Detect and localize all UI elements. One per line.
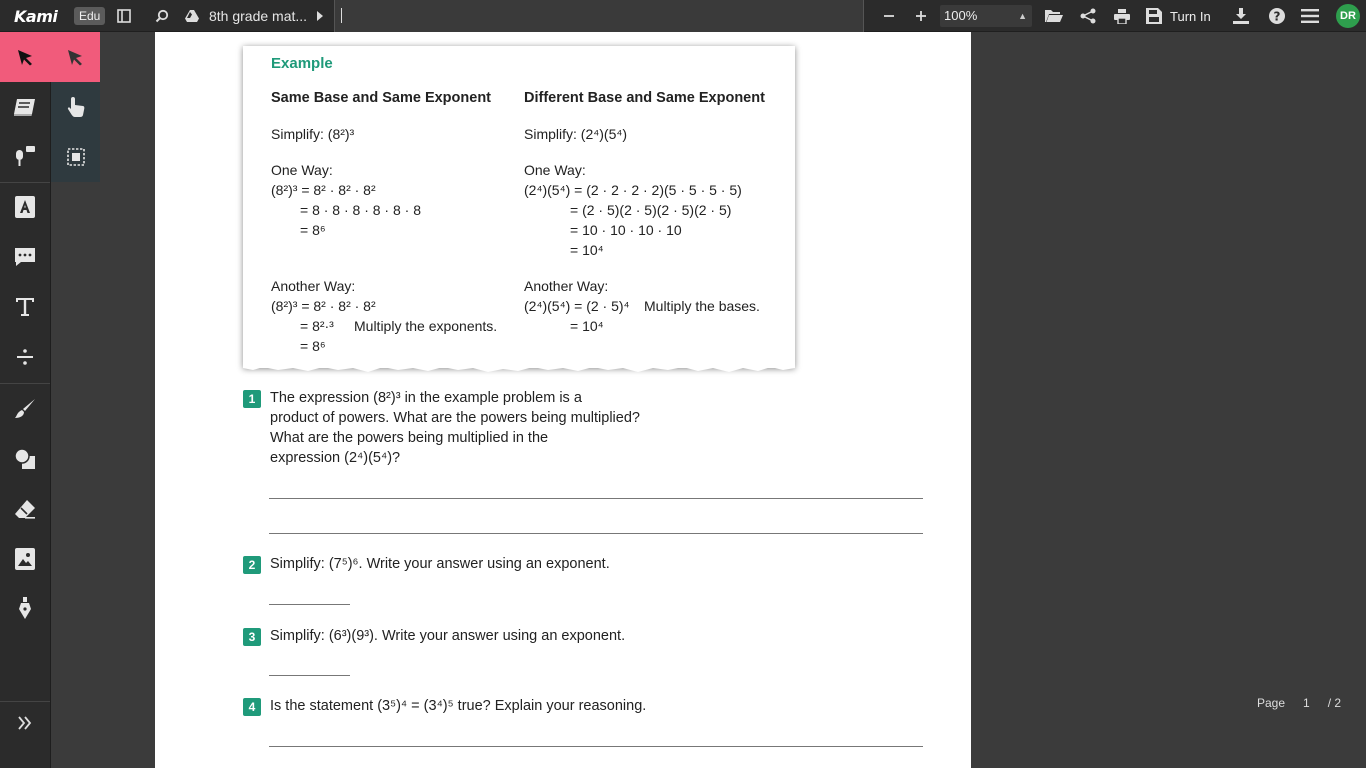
eraser-tool[interactable] (0, 489, 50, 529)
zoom-out-icon[interactable] (880, 0, 898, 32)
right-ow-line: (2⁴)(5⁴) = (2 · 2 · 2 · 2)(5 · 5 · 5 · 5) (524, 182, 742, 198)
save-icon (1146, 8, 1162, 24)
signature-tool[interactable] (0, 589, 50, 629)
page-indicator (1257, 696, 1341, 710)
top-toolbar (0, 0, 1366, 32)
cursor-arrow-icon (16, 48, 34, 66)
question-number: 4 (243, 698, 261, 716)
question-text: What are the powers being multiplied in the (270, 430, 549, 446)
text-icon (15, 297, 35, 317)
dictionary-tool[interactable] (0, 87, 50, 127)
book-icon (13, 97, 37, 117)
image-tool[interactable] (0, 539, 50, 579)
right-one-way-label: One Way: (524, 162, 586, 178)
chevron-right-icon[interactable] (314, 0, 326, 32)
question-text: Simplify: (7⁵)⁶. Write your answer using an exponent. (270, 556, 610, 572)
pen-nib-icon (18, 597, 32, 621)
question-text: product of powers. What are the powers being multiplied? (270, 410, 640, 426)
left-ow-line: = 8 · 8 · 8 · 8 · 8 · 8 (300, 202, 421, 218)
kami-logo: Kami (14, 6, 58, 26)
shapes-tool[interactable] (0, 439, 50, 479)
question-text: expression (2⁴)(5⁴)? (270, 450, 401, 466)
download-icon[interactable] (1231, 0, 1251, 32)
zoom-value: 100% (944, 8, 978, 23)
text-to-speech-tool[interactable] (0, 136, 50, 176)
right-aw-line: (2⁴)(5⁴) = (2 · 5)⁴ (524, 298, 630, 314)
right-ow-line: = 10 · 10 · 10 · 10 (570, 222, 682, 238)
answer-line[interactable] (269, 746, 923, 747)
right-heading: Different Base and Same Exponent (524, 90, 765, 106)
answer-line[interactable] (269, 533, 923, 534)
right-aw-note: Multiply the bases. (644, 298, 760, 314)
left-ow-line: = 8⁶ (300, 222, 326, 238)
equation-tool[interactable] (0, 337, 50, 377)
search-icon[interactable] (154, 0, 170, 32)
shapes-icon (14, 448, 36, 470)
left-ow-line: (8²)³ = 8² · 8² · 8² (271, 182, 376, 198)
left-heading: Same Base and Same Exponent (271, 90, 491, 106)
example-box (243, 46, 795, 368)
page-label: Page (1257, 696, 1286, 710)
select-tool[interactable] (0, 32, 50, 82)
pan-tool[interactable] (51, 87, 100, 127)
menu-icon[interactable] (1300, 0, 1320, 32)
document-page[interactable] (155, 32, 971, 768)
help-icon[interactable] (1267, 0, 1287, 32)
turn-in-label: Turn In (1170, 8, 1211, 24)
highlighter-icon (15, 196, 35, 218)
hand-pointer-icon (67, 96, 85, 118)
google-drive-icon (184, 0, 200, 32)
question-text: Simplify: (6³)(9³). Write your answer using an exponent. (270, 628, 626, 644)
area-select-tool[interactable] (51, 137, 100, 177)
select-tool-header (0, 32, 100, 82)
eraser-icon (14, 499, 36, 519)
markup-tool[interactable] (0, 187, 50, 227)
drawing-tool[interactable] (0, 389, 50, 429)
zoom-in-icon[interactable] (912, 0, 930, 32)
right-ow-line: = 10⁴ (570, 242, 604, 258)
question-number: 1 (243, 390, 261, 408)
turn-in-button[interactable] (1146, 0, 1211, 32)
left-one-way-label: One Way: (271, 162, 333, 178)
torn-edge (243, 364, 795, 374)
page-total: / 2 (1327, 696, 1342, 710)
expand-sidebar-button[interactable] (0, 703, 50, 743)
select-arrows-icon: ▲ (1018, 11, 1027, 21)
print-icon[interactable] (1112, 0, 1132, 32)
left-aw-line: = 8²·³ (300, 318, 334, 334)
question-number: 2 (243, 556, 261, 574)
left-aw-line: (8²)³ = 8² · 8² · 8² (271, 298, 376, 314)
microphone-icon (13, 145, 37, 167)
question-text: Is the statement (3⁵)⁴ = (3⁴)⁵ true? Explain your reasoning. (270, 698, 647, 714)
share-icon[interactable] (1078, 0, 1098, 32)
open-folder-icon[interactable] (1044, 0, 1064, 32)
left-simplify: Simplify: (8²)³ (271, 126, 355, 142)
image-icon (15, 548, 35, 570)
double-chevron-right-icon (18, 716, 32, 730)
left-aw-line: = 8⁶ (300, 338, 326, 354)
paintbrush-icon (14, 398, 36, 420)
tool-sidebar (0, 32, 51, 768)
page-current[interactable]: 1 (1303, 696, 1310, 710)
example-title: Example (271, 55, 333, 72)
text-tool[interactable] (0, 287, 50, 327)
area-select-icon (67, 148, 85, 166)
divide-icon (16, 349, 34, 365)
svg-text:?: ? (1273, 9, 1281, 24)
question-text: The expression (8²)³ in the example problem is a (270, 390, 582, 406)
comment-tool[interactable] (0, 237, 50, 277)
right-simplify: Simplify: (2⁴)(5⁴) (524, 126, 628, 142)
document-title[interactable]: 8th grade mat... (209, 8, 308, 24)
left-aw-note: Multiply the exponents. (354, 318, 498, 334)
select-subpanel (51, 82, 100, 182)
right-another-way-label: Another Way: (524, 278, 609, 294)
answer-line[interactable] (269, 498, 923, 499)
right-ow-line: = (2 · 5)(2 · 5)(2 · 5)(2 · 5) (570, 202, 732, 218)
answer-line[interactable] (269, 675, 350, 676)
select-text-tool[interactable] (50, 32, 100, 82)
cursor-arrow-outline-icon (66, 48, 84, 66)
zoom-select[interactable] (940, 5, 1032, 27)
avatar[interactable]: DR (1336, 4, 1360, 28)
right-aw-line: = 10⁴ (570, 318, 604, 334)
sidebar-toggle-icon[interactable] (116, 0, 132, 32)
question-number: 3 (243, 628, 261, 646)
answer-line[interactable] (269, 604, 350, 605)
comment-icon (14, 247, 36, 267)
edu-badge: Edu (74, 7, 105, 25)
search-input[interactable] (334, 0, 864, 32)
left-another-way-label: Another Way: (271, 278, 356, 294)
